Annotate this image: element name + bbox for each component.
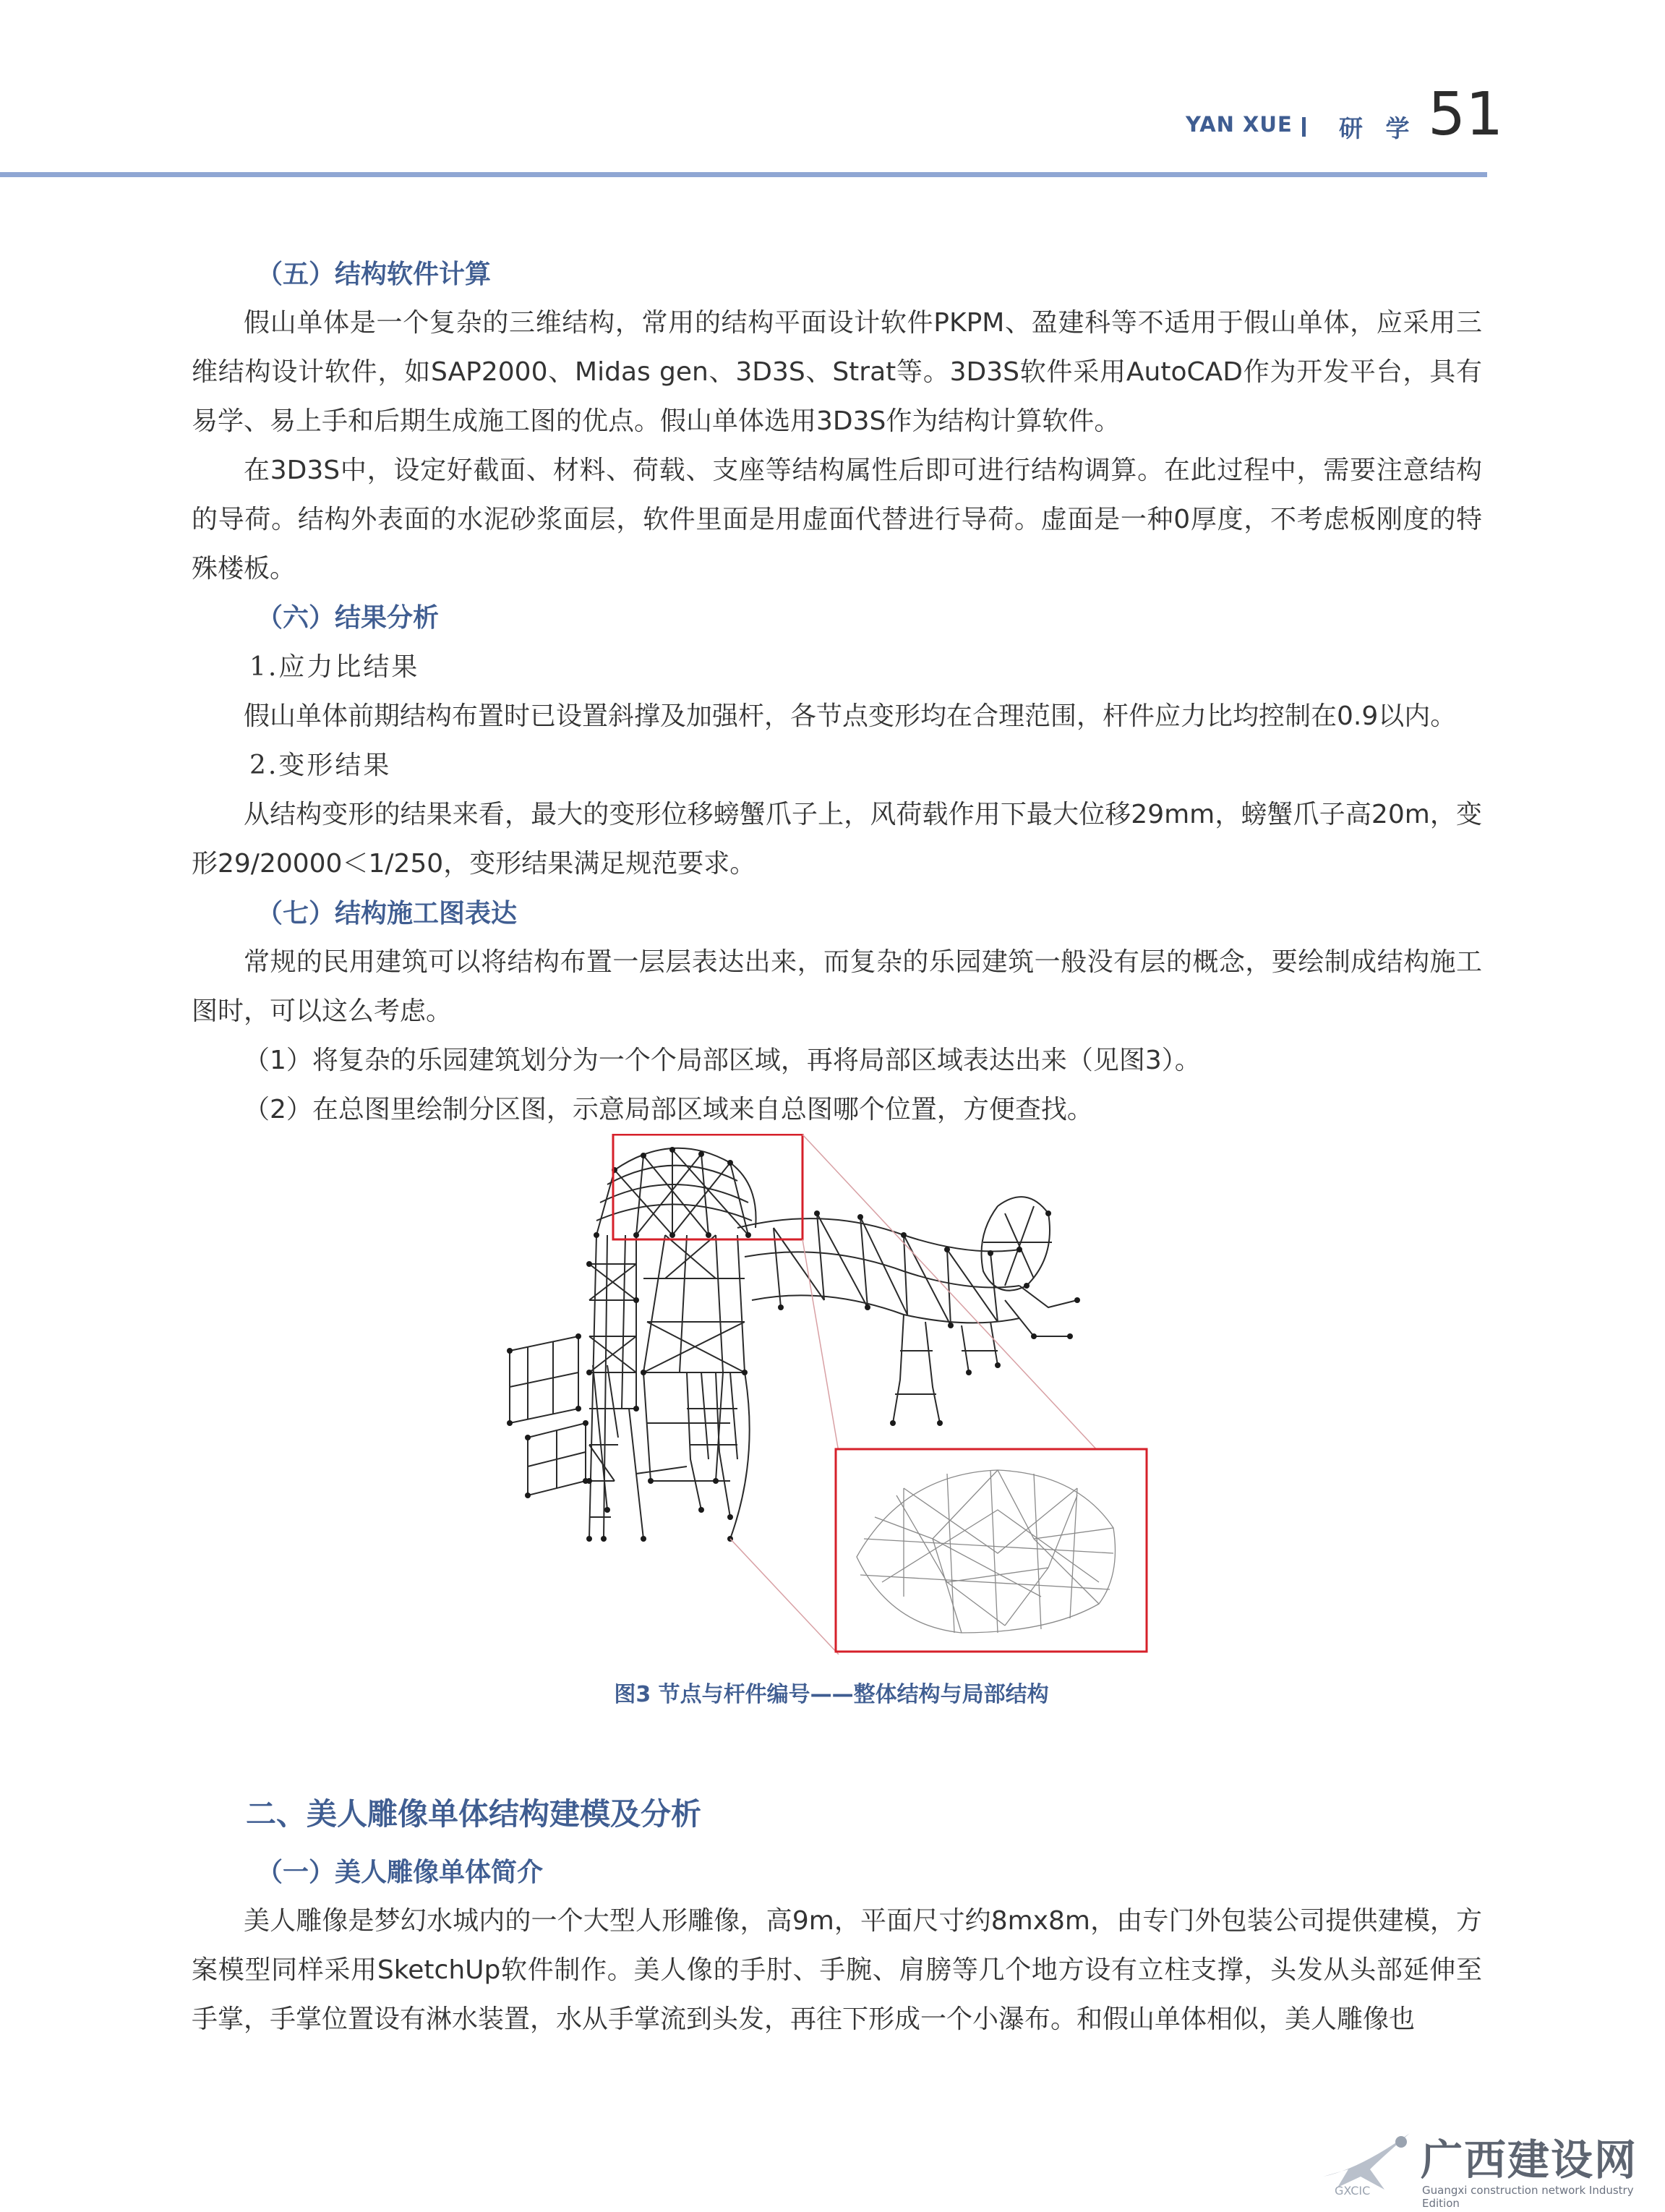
paragraph: 美人雕像是梦幻水城内的一个大型人形雕像，高9m，平面尺寸约8mx8m，由专门外包装公司提供建模，方案模型同样采用SketchUp软件制作。美人像的手肘、手腕、肩膀等几个地方设有立柱支撑，头发从头部延伸至手掌，手掌位置设有淋水装置，水从手掌流到头发，再往下形成一个小瀑布。和假山单体相似，美人雕像也 <box>192 1906 1482 2034</box>
page-number: 51 <box>1428 80 1504 149</box>
header-rule <box>0 172 1487 177</box>
list-item: （1）将复杂的乐园建筑划分为一个个局部区域，再将局部区域表达出来（见图3）。 <box>244 1046 1201 1075</box>
section-heading: （一）美人雕像单体简介 <box>257 1857 544 1887</box>
figure-caption: 图3 节点与杆件编号——整体结构与局部结构 <box>614 1682 1049 1707</box>
header-title-en: YAN XUE <box>1186 112 1293 137</box>
watermark-small: GXCIC <box>1335 2184 1371 2198</box>
subheading-deformation: 2.变形结果 <box>249 751 392 780</box>
paragraph: 假山单体是一个复杂的三维结构，常用的结构平面设计软件PKPM、盈建科等不适用于假山单体，应采用三维结构设计软件，如SAP2000、Midas gen、3D3S、Strat等。3D3S软件采用AutoCAD作为开发平台，具有易学、易上手和后期生成施工图的优点。假山单体选用3D3S作为结构计算软件。 <box>192 308 1482 436</box>
paragraph: 假山单体前期结构布置时已设置斜撑及加强杆，各节点变形均在合理范围，杆件应力比均控制在0.9以内。 <box>244 701 1457 731</box>
header-separator <box>1302 117 1306 137</box>
watermark-subtitle: Guangxi construction network Industry Edition <box>1422 2184 1634 2210</box>
section-heading-7: （七）结构施工图表达 <box>257 898 518 928</box>
section-heading-6: （六）结果分析 <box>257 602 440 633</box>
paragraph: 在3D3S中，设定好截面、材料、荷载、支座等结构属性后即可进行结构调算。在此过程中，需要注意结构的导荷。结构外表面的水泥砂浆面层，软件里面是用虚面代替进行导荷。虚面是一种0厚度，不考虑板刚度的特殊楼板。 <box>192 456 1482 584</box>
structure-wireframe-figure <box>499 1134 1171 1654</box>
header-title-cn: 研 学 <box>1339 114 1417 142</box>
watermark-name: 广西建设网 <box>1421 2135 1638 2185</box>
list-item: （2）在总图里绘制分区图，示意局部区域来自总图哪个位置，方便查找。 <box>244 1095 1093 1124</box>
part-title: 二、美人雕像单体结构建模及分析 <box>246 1796 702 1832</box>
paragraph: 从结构变形的结果来看，最大的变形位移螃蟹爪子上，风荷载作用下最大位移29mm，螃蟹爪子高20m，变形29/20000＜1/250，变形结果满足规范要求。 <box>192 800 1482 879</box>
star-logo-icon <box>1316 2119 1417 2191</box>
subheading-stress: 1.应力比结果 <box>249 652 420 682</box>
paragraph: 常规的民用建筑可以将结构布置一层层表达出来，而复杂的乐园建筑一般没有层的概念，要绘制成结构施工图时，可以这么考虑。 <box>192 947 1482 1026</box>
section-heading-5: （五）结构软件计算 <box>257 259 492 289</box>
